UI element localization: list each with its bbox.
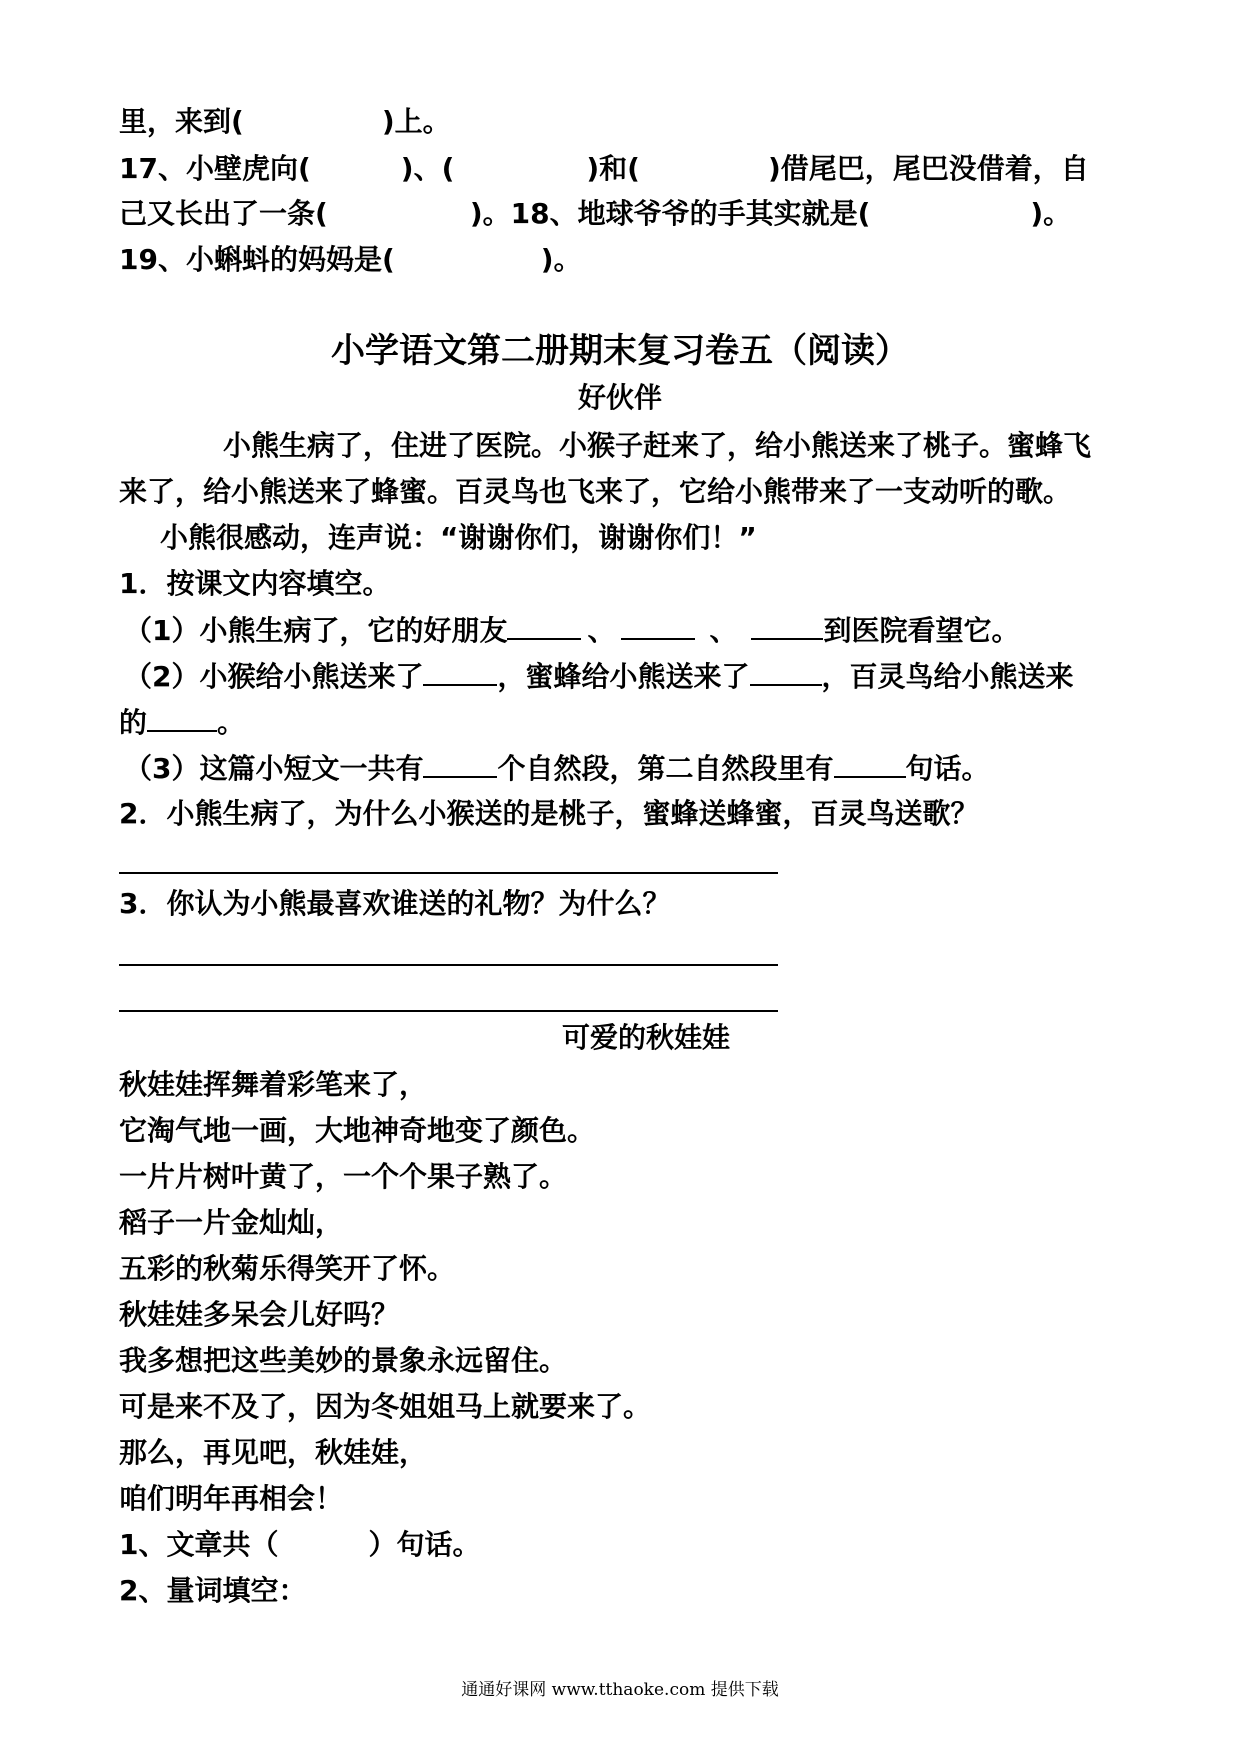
answer-blank[interactable] bbox=[507, 610, 581, 640]
poem-line: 秋娃娃多呆会儿好吗？ bbox=[119, 1298, 400, 1331]
poem-line: 稻子一片金灿灿， bbox=[119, 1206, 344, 1239]
poem-line: 它淘气地一画，大地神奇地变了颜色。 bbox=[119, 1114, 596, 1147]
text-segment: )。 bbox=[1030, 197, 1072, 230]
answer-blank[interactable] bbox=[621, 610, 695, 640]
question-1-1 bbox=[124, 610, 1020, 650]
text-segment: 1、文章共（ bbox=[119, 1528, 279, 1561]
text-segment: )。18、地球爷爷的手其实就是( bbox=[469, 197, 871, 230]
paragraph-line: 小熊很感动，连声说：“谢谢你们，谢谢你们！” bbox=[160, 521, 757, 554]
text-segment: )。 bbox=[540, 243, 582, 276]
text-segment: 、 bbox=[709, 614, 738, 647]
poem-line: 那么，再见吧，秋娃娃， bbox=[119, 1436, 428, 1469]
passage-title: 好伙伴 bbox=[577, 381, 662, 414]
question-3: 3．你认为小熊最喜欢谁送的礼物？为什么？ bbox=[119, 887, 671, 920]
text-segment: )借尾巴，尾巴没借着，自 bbox=[767, 152, 1089, 185]
poem-line: 一片片树叶黄了，一个个果子熟了。 bbox=[119, 1160, 568, 1193]
text-segment: ，百灵鸟给小熊送来 bbox=[821, 660, 1074, 693]
answer-line[interactable] bbox=[119, 872, 778, 874]
answer-blank[interactable] bbox=[750, 656, 822, 686]
passage-title: 可爱的秋娃娃 bbox=[562, 1021, 731, 1054]
text-segment: （3）这篇小短文一共有 bbox=[124, 752, 424, 785]
question-19 bbox=[119, 240, 582, 280]
answer-blank[interactable] bbox=[423, 748, 497, 778]
footer-credit: 通通好课网 www.tthaoke.com 提供下载 bbox=[461, 1680, 779, 1700]
text-segment: 到医院看望它。 bbox=[823, 614, 1020, 647]
text-segment: 句话。 bbox=[905, 752, 990, 785]
answer-blank[interactable] bbox=[751, 610, 823, 640]
text-segment: 里，来到( bbox=[119, 105, 244, 138]
answer-line[interactable] bbox=[119, 1010, 778, 1012]
text-segment: （1）小熊生病了，它的好朋友 bbox=[124, 614, 508, 647]
question-heading: 1．按课文内容填空。 bbox=[119, 567, 391, 600]
text-segment: 19、小蝌蚪的妈妈是( bbox=[119, 243, 395, 276]
text-segment: ）句话。 bbox=[368, 1528, 481, 1561]
text-segment: （2）小猴给小熊送来了 bbox=[124, 660, 424, 693]
answer-blank[interactable] bbox=[834, 748, 906, 778]
poem-line: 咱们明年再相会！ bbox=[119, 1482, 344, 1515]
poem-line: 五彩的秋菊乐得笑开了怀。 bbox=[119, 1252, 456, 1285]
text-segment: 。 bbox=[217, 706, 246, 739]
text-segment: 17、小壁虎向( bbox=[119, 152, 311, 185]
page-title: 小学语文第二册期末复习卷五（阅读） bbox=[331, 331, 909, 371]
text-line bbox=[119, 102, 451, 142]
paragraph-line: 小熊生病了，住进了医院。小猴子赶来了，给小熊送来了桃子。蜜蜂飞 bbox=[223, 429, 1092, 462]
question-18 bbox=[119, 194, 1071, 234]
text-segment: 个自然段，第二自然段里有 bbox=[497, 752, 834, 785]
question-1 bbox=[119, 1525, 481, 1565]
text-segment: )上。 bbox=[381, 105, 451, 138]
question-1-2 bbox=[124, 656, 1074, 696]
poem-line: 可是来不及了，因为冬姐姐马上就要来了。 bbox=[119, 1390, 652, 1423]
text-segment: )和( bbox=[586, 152, 640, 185]
text-segment: 己又长出了一条( bbox=[119, 197, 328, 230]
question-1-2-cont bbox=[119, 702, 245, 742]
answer-line[interactable] bbox=[119, 964, 778, 966]
text-segment: )、( bbox=[400, 152, 455, 185]
answer-blank[interactable] bbox=[147, 702, 217, 732]
text-segment: ，蜜蜂给小熊送来了 bbox=[497, 660, 750, 693]
poem-line: 秋娃娃挥舞着彩笔来了， bbox=[119, 1068, 428, 1101]
poem-line: 我多想把这些美妙的景象永远留住。 bbox=[119, 1344, 568, 1377]
answer-blank[interactable] bbox=[423, 656, 497, 686]
text-segment: 、 bbox=[587, 614, 616, 647]
question-17 bbox=[119, 149, 1089, 189]
paragraph-line: 来了，给小熊送来了蜂蜜。百灵鸟也飞来了，它给小熊带来了一支动听的歌。 bbox=[119, 475, 1072, 508]
text-segment: 的 bbox=[119, 706, 148, 739]
question-1-3 bbox=[124, 748, 990, 788]
question-2: 2、量词填空： bbox=[119, 1574, 307, 1607]
question-2: 2．小熊生病了，为什么小猴送的是桃子，蜜蜂送蜂蜜，百灵鸟送歌？ bbox=[119, 797, 979, 830]
